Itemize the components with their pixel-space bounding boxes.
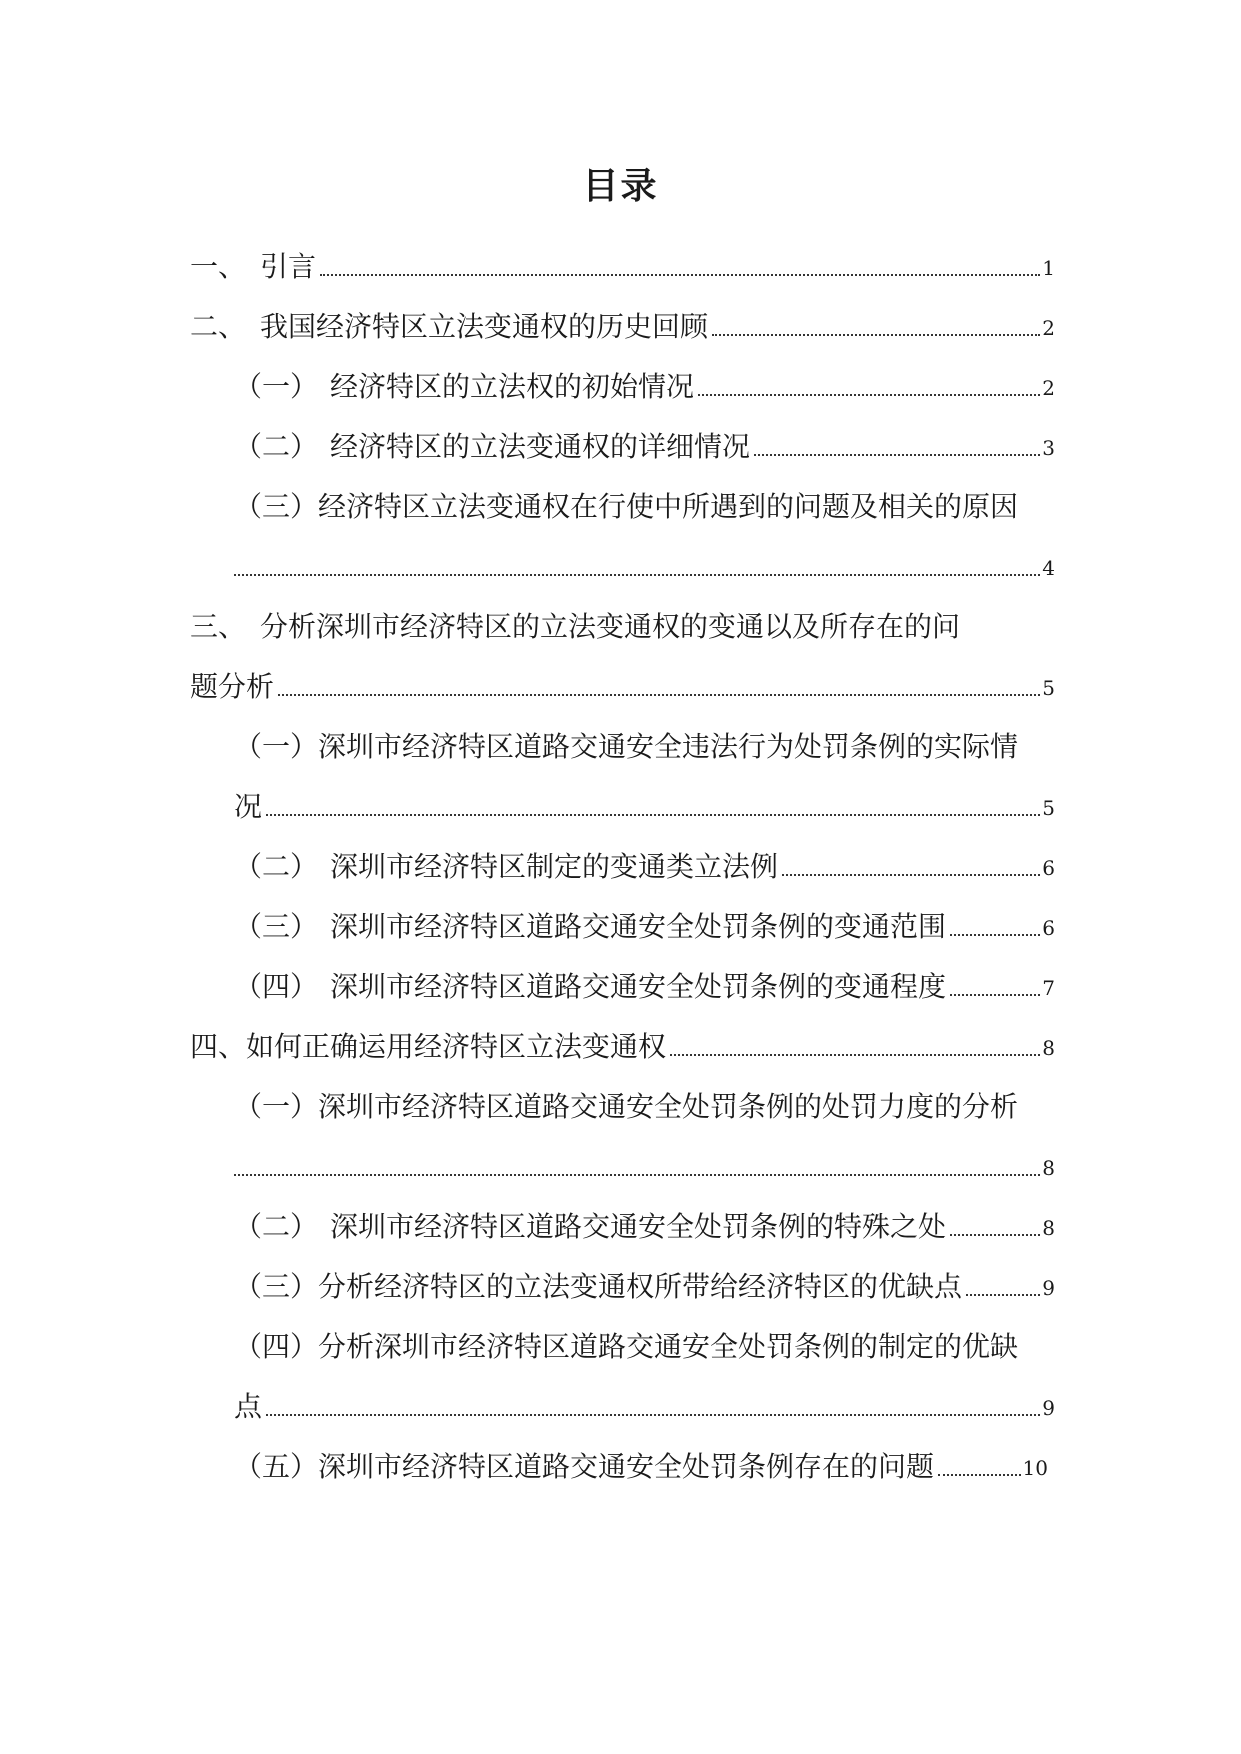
toc-entry-continuation[interactable] [234,1150,1055,1184]
dot-leader [782,874,1040,876]
dot-leader [234,574,1040,576]
toc-entry-first-line[interactable] [190,610,1055,644]
toc-entry-first-line[interactable] [234,730,1055,764]
toc-entry-number: （一） [234,370,319,403]
toc-entry-number: （四） [234,970,319,1003]
dot-leader [712,334,1040,336]
toc-entry[interactable] [234,1270,1055,1304]
dot-leader [698,394,1040,396]
toc-entry-number: （二） [234,430,319,463]
toc-entry-page: 9 [1042,1396,1055,1420]
toc-entry-first-line[interactable] [234,1330,1055,1364]
toc-entry-page: 6 [1042,916,1055,940]
toc-entry-page: 8 [1042,1156,1055,1180]
toc-entry-label: 我国经济特区立法变通权的历史回顾 [260,310,709,343]
dot-leader [966,1294,1040,1296]
dot-leader [320,274,1040,276]
toc-entry-page: 3 [1042,436,1055,460]
toc-entry-number: （四） [234,1330,319,1363]
toc-entry-page: 7 [1042,976,1055,1000]
toc-entry-label: 如何正确运用经济特区立法变通权 [246,1030,667,1063]
toc-entry[interactable] [234,1450,1048,1484]
toc-entry-number: 四、 [190,1030,247,1063]
toc-entry-label: 分析深圳市经济特区的立法变通权的变通以及所存在的问 [260,610,961,643]
toc-entry[interactable] [234,910,1055,944]
toc-entry[interactable] [234,430,1055,464]
toc-entry-label: 深圳市经济特区道路交通安全违法行为处罚条例的实际情 [318,730,1019,763]
toc-entry-continuation[interactable] [234,790,1055,824]
dot-leader [950,1234,1040,1236]
toc-entry-page: 6 [1042,856,1055,880]
toc-entry-label-continued: 题分析 [190,670,275,703]
toc-entry-label: 深圳市经济特区道路交通安全处罚条例的变通程度 [330,970,947,1003]
toc-entry-page: 1 [1042,256,1055,280]
toc-entry-page: 9 [1042,1276,1055,1300]
toc-entry-page: 8 [1042,1216,1055,1240]
toc-entry-number: （五） [234,1450,319,1483]
toc-entry-number: （一） [234,1090,319,1123]
toc-entry[interactable] [234,1210,1055,1244]
toc-entry-label: 深圳市经济特区道路交通安全处罚条例存在的问题 [318,1450,935,1483]
toc-entry-label: 深圳市经济特区道路交通安全处罚条例的变通范围 [330,910,947,943]
dot-leader [266,814,1040,816]
toc-entry[interactable] [234,370,1055,404]
toc-entry-number: （二） [234,850,319,883]
toc-entry-page: 5 [1042,676,1055,700]
toc-entry-number: （一） [234,730,319,763]
toc-entry-label-continued: 况 [234,790,263,823]
toc-entry-label: 经济特区的立法变通权的详细情况 [330,430,751,463]
toc-entry[interactable] [234,850,1055,884]
toc-entry-page: 10 [1022,1456,1048,1480]
dot-leader [754,454,1040,456]
toc-entry-label: 深圳市经济特区道路交通安全处罚条例的处罚力度的分析 [318,1090,1019,1123]
toc-entry-first-line[interactable] [234,1090,1055,1124]
toc-entry-page: 4 [1042,556,1055,580]
toc-entry-label: 分析经济特区的立法变通权所带给经济特区的优缺点 [318,1270,963,1303]
dot-leader [266,1414,1040,1416]
toc-entry-page: 8 [1042,1036,1055,1060]
page-title: 目录 [582,165,659,207]
toc-entry-continuation[interactable] [234,1390,1055,1424]
toc-entry-label: 经济特区立法变通权在行使中所遇到的问题及相关的原因 [318,490,1019,523]
toc-entry[interactable] [190,1030,1055,1064]
toc-entry-page: 2 [1042,316,1055,340]
toc-entry-label: 经济特区的立法权的初始情况 [330,370,695,403]
toc-entry[interactable] [190,310,1055,344]
dot-leader [950,934,1040,936]
toc-entry-label: 引言 [260,250,317,283]
toc-entry[interactable] [190,250,1055,284]
toc-entry-page: 2 [1042,376,1055,400]
toc-entry-label: 深圳市经济特区制定的变通类立法例 [330,850,779,883]
toc-entry-first-line[interactable] [234,490,1055,524]
toc-entry-continuation[interactable] [234,550,1055,584]
dot-leader [234,1174,1040,1176]
toc-entry-number: 三、 [190,610,247,643]
toc-entry-continuation[interactable] [190,670,1055,704]
dot-leader [950,994,1040,996]
toc-entry-label: 分析深圳市经济特区道路交通安全处罚条例的制定的优缺 [318,1330,1019,1363]
toc-entry-number: （三） [234,490,319,523]
dot-leader [938,1474,1021,1476]
dot-leader [670,1054,1040,1056]
toc-entry-number: （二） [234,1210,319,1243]
toc-entry[interactable] [234,970,1055,1004]
toc-entry-number: 二、 [190,310,247,343]
toc-entry-label-continued: 点 [234,1390,263,1423]
toc-entry-number: （三） [234,910,319,943]
dot-leader [278,694,1040,696]
toc-entry-number: 一、 [190,250,247,283]
toc-entry-label: 深圳市经济特区道路交通安全处罚条例的特殊之处 [330,1210,947,1243]
toc-entry-number: （三） [234,1270,319,1303]
toc-entry-page: 5 [1042,796,1055,820]
